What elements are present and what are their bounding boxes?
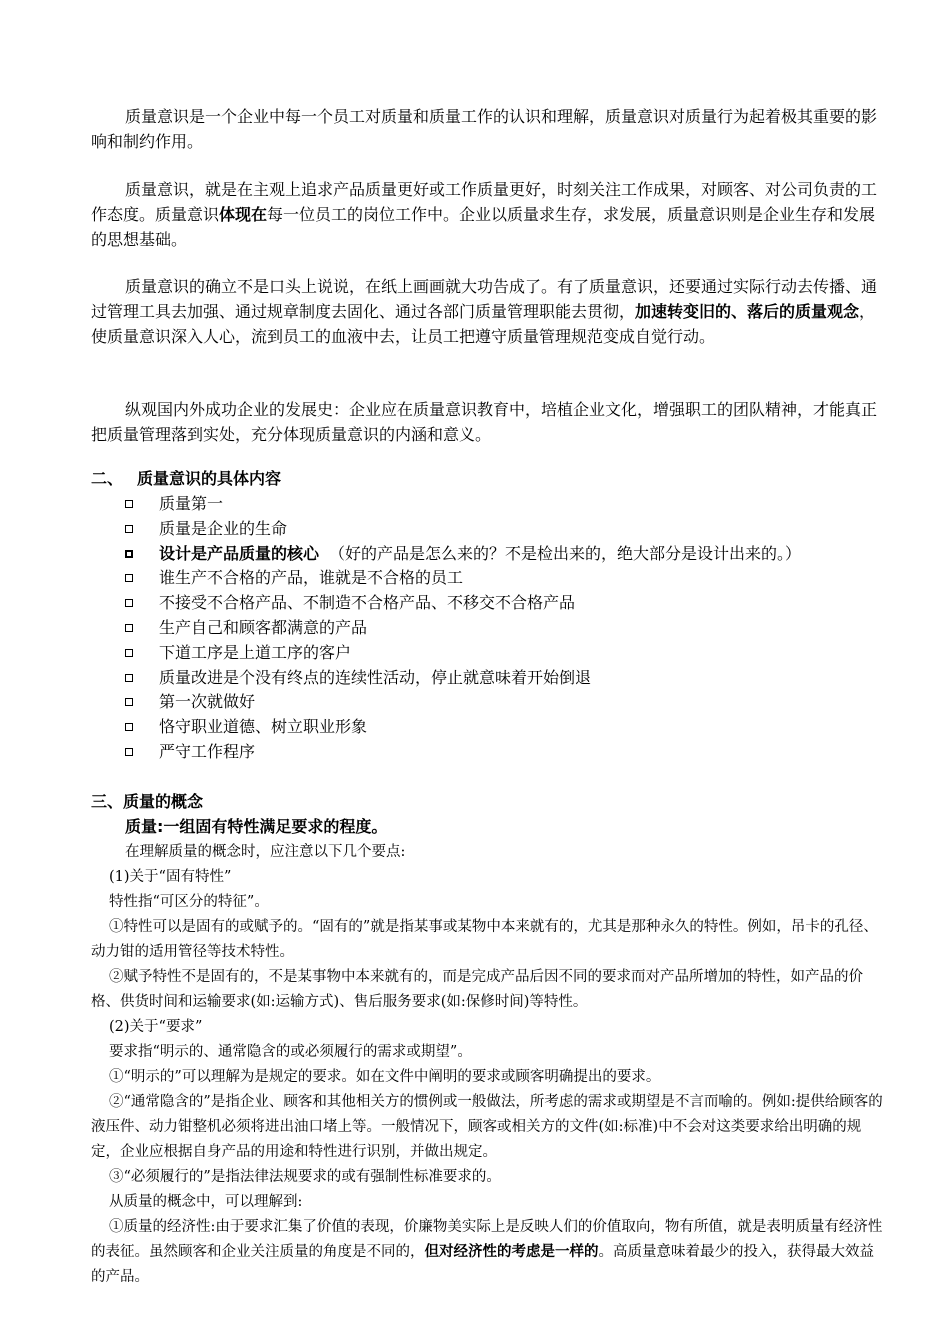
quality-definition: 质量:一组固有特性满足要求的程度。: [125, 817, 388, 836]
square-bullet-icon: [125, 723, 133, 731]
text-paragraph: ①质量的经济性:由于要求汇集了价值的表现，价廉物美实际上是反映人们的价值取向，物有所值，就是表明质量有经济性的表征。虽然顾客和企业关注质量的角度是不同的，但对经济性的考虑是一样的。高质量意味着最少的投入，获得最大效益的产品。: [91, 1219, 883, 1285]
list-item: 严守工作程序: [125, 740, 865, 765]
text-line: ①“明示的”可以理解为是规定的要求。如在文件中阐明的要求或顾客明确提出的要求。: [109, 1069, 661, 1085]
text-paragraph: ②赋予特性不是固有的，不是某事物中本来就有的，而是完成产品后因不同的要求而对产品所增加的特性，如产品的价格、供货时间和运输要求(如:运输方式)、售后服务要求(如:保修时间)等特性。: [91, 969, 863, 1010]
text-line: 从质量的概念中，可以理解到:: [109, 1194, 303, 1210]
list-item: 设计是产品质量的核心 （好的产品是怎么来的？不是检出来的，绝大部分是设计出来的。）: [125, 542, 865, 567]
list-item: 第一次就做好: [125, 690, 865, 715]
emphasis-text: 但对经济性的考虑是一样的: [424, 1244, 599, 1260]
square-bullet-icon: [125, 748, 133, 756]
section-heading-2: 二、 质量意识的具体内容: [91, 469, 282, 488]
square-bullet-icon: [125, 698, 133, 706]
emphasis-text: 加速转变旧的、落后的质量观念: [635, 302, 860, 321]
quality-awareness-list: [125, 492, 865, 765]
list-item: 谁生产不合格的产品，谁就是不合格的员工: [125, 566, 865, 591]
list-item: 质量是企业的生命: [125, 517, 865, 542]
concept-intro: 在理解质量的概念时，应注意以下几个要点:: [125, 844, 406, 860]
text-line: ③“必须履行的”是指法律法规要求的或有强制性标准要求的。: [109, 1169, 501, 1185]
square-bullet-icon: [125, 624, 133, 632]
list-item: 下道工序是上道工序的客户: [125, 641, 865, 666]
emphasis-text: 体现在: [219, 205, 268, 224]
text-paragraph: ①特性可以是固有的或赋予的。“固有的”就是指某事或某物中本来就有的，尤其是那种永久的特性。例如，吊卡的孔径、动力钳的适用管径等技术特性。: [91, 919, 878, 960]
text-paragraph: ②“通常隐含的”是指企业、顾客和其他相关方的惯例或一般做法，所考虑的需求或期望是不言而喻的。例如:提供给顾客的液压件、动力钳整机必须将进出油口堵上等。一般情况下，顾客或相关方的文件(如:标准)中不会对这类要求给出明确的规定，企业应根据自身产品的用途和特性进行识别，并做出规定。: [91, 1094, 883, 1160]
subheading-requirements: (2)关于“要求”: [109, 1019, 203, 1035]
paragraph-establishing-quality-awareness: 质量意识的确立不是口头上说说，在纸上画画就大功告成了。有了质量意识，还要通过实际行动去传播、通过管理工具去加强、通过规章制度去固化、通过各部门质量管理职能去贯彻，加速转变旧的、落后的质量观念，使质量意识深入人心，流到员工的血液中去，让员工把遵守质量管理规范变成自觉行动。: [91, 277, 878, 346]
square-bullet-icon: [125, 574, 133, 582]
square-bullet-icon: [125, 500, 133, 508]
paragraph-successful-enterprises: 纵观国内外成功企业的发展史：企业应在质量意识教育中，培植企业文化，增强职工的团队精神，才能真正把质量管理落到实处，充分体现质量意识的内涵和意义。: [91, 400, 878, 444]
square-bullet-icon: [125, 599, 133, 607]
paragraph-quality-awareness-definition: 质量意识是一个企业中每一个员工对质量和质量工作的认识和理解，质量意识对质量行为起着极其重要的影响和制约作用。: [91, 107, 878, 151]
square-bullet-icon: [125, 550, 133, 558]
square-bullet-icon: [125, 525, 133, 533]
text-line: 特性指“可区分的特征”。: [109, 894, 269, 910]
list-item: 恪守职业道德、树立职业形象: [125, 715, 865, 740]
text-line: 要求指“明示的、通常隐含的或必须履行的需求或期望”。: [109, 1044, 472, 1060]
list-item: 生产自己和顾客都满意的产品: [125, 616, 865, 641]
paragraph-quality-awareness-attitude: 质量意识，就是在主观上追求产品质量更好或工作质量更好，时刻关注工作成果，对顾客、对公司负责的工作态度。质量意识体现在每一位员工的岗位工作中。企业以质量求生存，求发展，质量意识则是企业生存和发展的思想基础。: [91, 180, 878, 249]
list-item: 不接受不合格产品、不制造不合格产品、不移交不合格产品: [125, 591, 865, 616]
square-bullet-icon: [125, 649, 133, 657]
section-heading-3: 三、质量的概念: [91, 792, 204, 811]
subheading-inherent-characteristics: (1)关于“固有特性”: [109, 869, 232, 885]
list-item: 质量改进是个没有终点的连续性活动，停止就意味着开始倒退: [125, 666, 865, 691]
square-bullet-icon: [125, 674, 133, 682]
list-item: 质量第一: [125, 492, 865, 517]
